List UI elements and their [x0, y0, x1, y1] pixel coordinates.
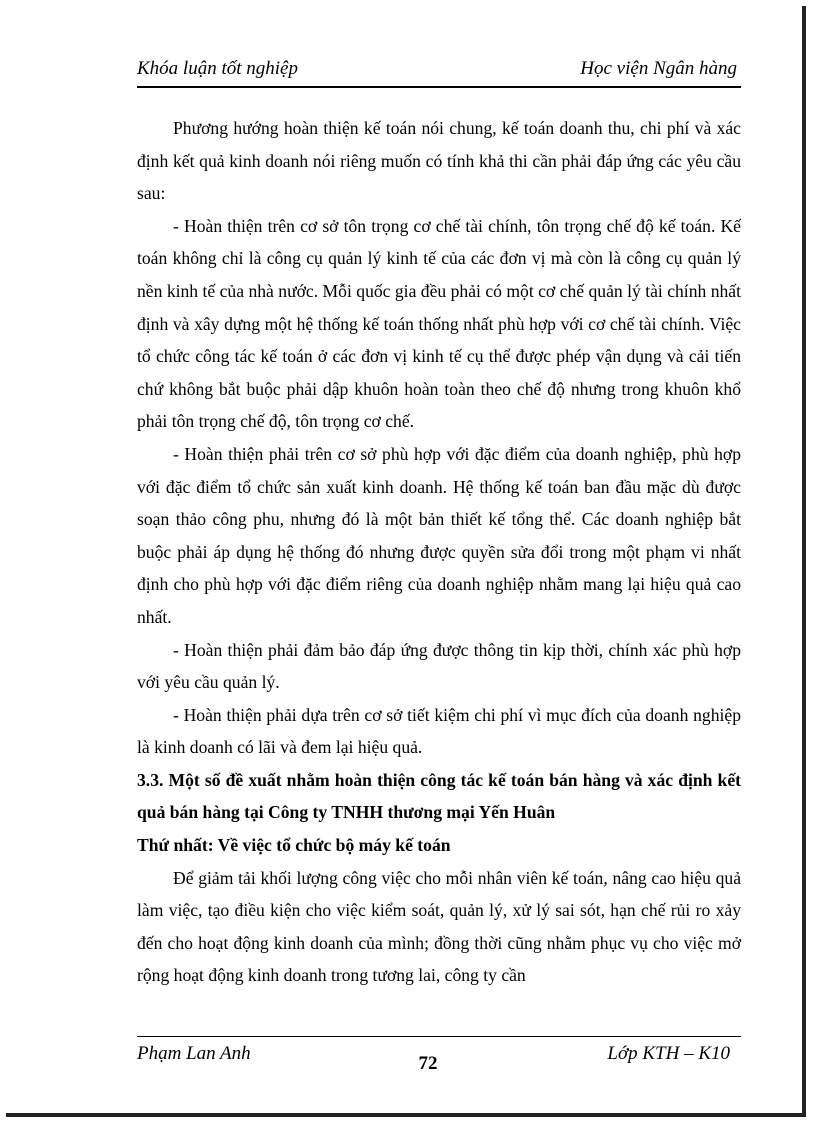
- header-thesis-title: Khóa luận tốt nghiệp: [137, 58, 298, 79]
- page-header: [137, 56, 741, 88]
- paragraph-intro: Phương hướng hoàn thiện kế toán nói chung, kế toán doanh thu, chi phí và xác định kết quả kinh doanh nói riêng muốn có tính khả thi cần phải đáp ứng các yêu cầu sau:: [137, 118, 741, 204]
- body-text: [137, 112, 741, 992]
- paragraph-requirement-3: - Hoàn thiện phải đảm bảo đáp ứng được thông tin kịp thời, chính xác phù hợp với yêu cầu quản lý.: [137, 639, 741, 693]
- sub-heading: Thứ nhất: Về việc tổ chức bộ máy kế toán: [137, 835, 451, 856]
- paragraph-organization: Để giảm tải khối lượng công việc cho mỗi nhân viên kế toán, nâng cao hiệu quả làm việc, tạo điều kiện cho việc kiểm soát, quản lý, xử lý sai sót, hạn chế rủi ro xảy đến cho hoạt động kinh doanh của mình; đồng thời cũng nhằm phục vụ cho việc mở rộng hoạt động kinh doanh trong tương lai, công ty cần: [137, 867, 741, 986]
- footer-class: Lớp KTH – K10: [607, 1043, 730, 1064]
- paragraph-requirement-2: - Hoàn thiện phải trên cơ sở phù hợp với đặc điểm của doanh nghiệp, phù hợp với đặc điểm tổ chức sản xuất kinh doanh. Hệ thống kế toán ban đầu mặc dù được soạn thảo công phu, nhưng đó là một bản thiết kế tổng thể. Các doanh nghiệp bắt buộc phải áp dụng hệ thống đó nhưng được quyền sửa đổi trong một phạm vi nhất định cho phù hợp với đặc điểm riêng của doanh nghiệp nhằm mang lại hiệu quả cao nhất.: [137, 443, 741, 627]
- footer-author: Phạm Lan Anh: [137, 1043, 251, 1064]
- footer-rule: [137, 1036, 741, 1037]
- paragraph-requirement-1: - Hoàn thiện trên cơ sở tôn trọng cơ chế tài chính, tôn trọng chế độ kế toán. Kế toán không chỉ là công cụ quản lý kinh tế của các đơn vị mà còn là công cụ quản lý nền kinh tế của nhà nước. Mỗi quốc gia đều phải có một cơ chế quản lý tài chính nhất định và xây dựng một hệ thống kế toán thống nhất phù hợp với cơ chế tài chính. Việc tổ chức công tác kế toán ở các đơn vị kinh tế cụ thể được phép vận dụng và cải tiến chứ không bắt buộc phải dập khuôn hoàn toàn theo chế độ nhưng trong khuôn khổ phải tôn trọng chế độ, tôn trọng cơ chế.: [137, 215, 741, 432]
- page-number: 72: [418, 1053, 438, 1074]
- section-heading: 3.3. Một số đề xuất nhằm hoàn thiện công tác kế toán bán hàng và xác định kết quả bán hàng tại Công ty TNHH thương mại Yến Huân: [137, 769, 741, 823]
- paragraph-requirement-4: - Hoàn thiện phải dựa trên cơ sở tiết kiệm chi phí vì mục đích của doanh nghiệp là kinh doanh có lãi và đem lại hiệu quả.: [137, 704, 741, 758]
- header-institution: Học viện Ngân hàng: [580, 58, 737, 79]
